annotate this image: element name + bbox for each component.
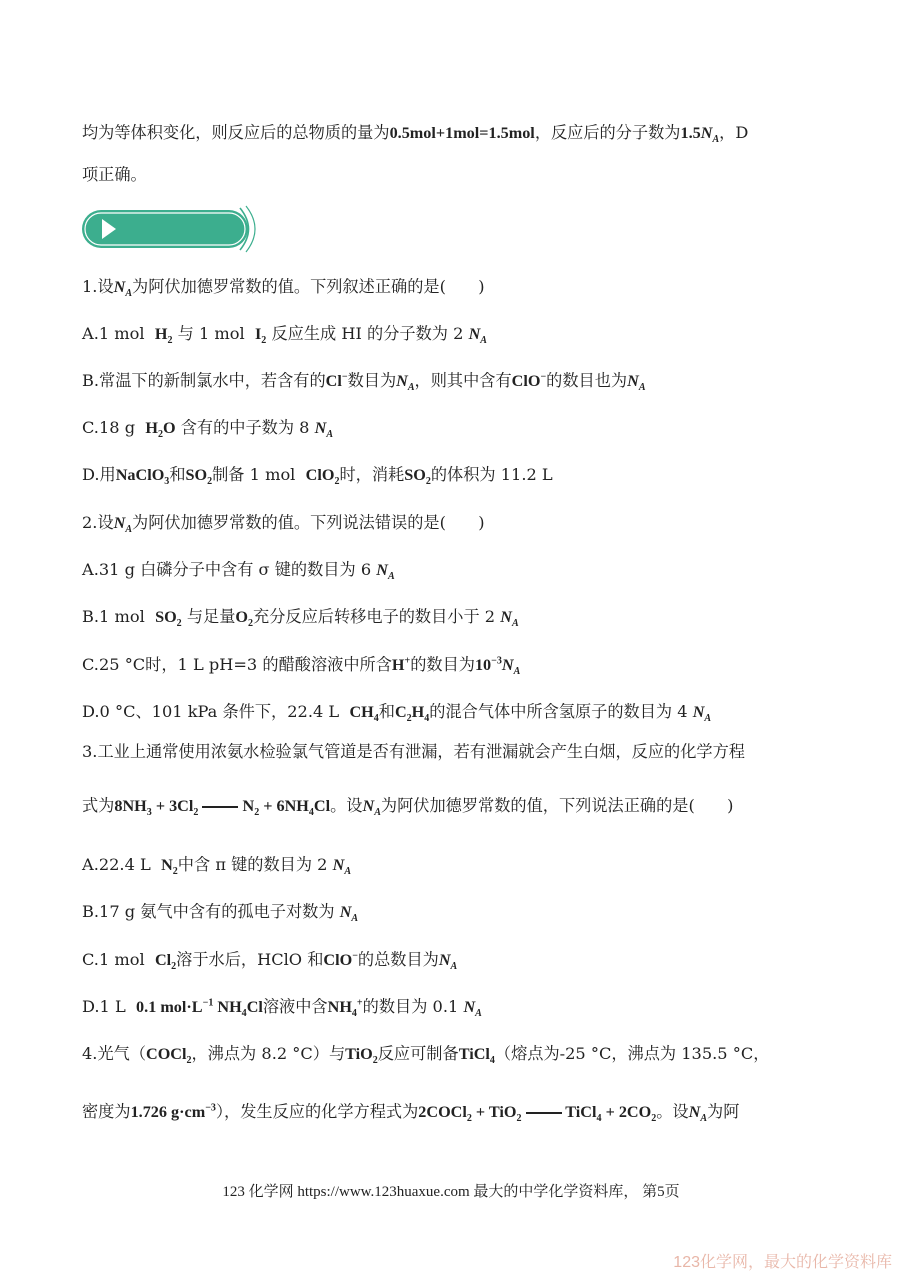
text: 均为等体积变化，则反应后的总物质的量为 bbox=[82, 123, 390, 142]
text: 和 bbox=[169, 465, 186, 484]
text: 项正确。 bbox=[82, 165, 147, 184]
text: B.1 mol bbox=[82, 607, 145, 626]
text: A.31 g 白磷分子中含有 σ 键的数目为 6 bbox=[82, 560, 372, 579]
text: 。设 bbox=[330, 796, 363, 815]
text: 制备 1 mol bbox=[212, 465, 296, 484]
text: C.25 °C时，1 L pH=3 的醋酸溶液中所含 bbox=[82, 655, 392, 674]
text: 4.光气（ bbox=[82, 1044, 147, 1063]
q1-option-d: D.用NaClO$_3$和$SO_2$制备 1 mol ClO$_2$时，消耗$SO_2$的体积为 11.2 L bbox=[82, 465, 553, 488]
text: 中含 π 键的数目为 2 bbox=[177, 855, 328, 874]
text: ，D bbox=[719, 123, 749, 142]
text: 为阿伏加德罗常数的值。下列叙述正确的是( ) bbox=[132, 277, 485, 296]
text: 密度为 bbox=[82, 1102, 131, 1121]
text: 式为 bbox=[82, 796, 115, 815]
text: 含有的中子数为 8 bbox=[180, 418, 310, 437]
text: 数目为 bbox=[347, 371, 397, 390]
text: 3.工业上通常使用浓氨水检验氯气管道是否有泄漏，若有泄漏就会产生白烟，反应的化学方程 bbox=[82, 742, 745, 761]
text: 的数目为 bbox=[410, 655, 475, 674]
text: 为阿 bbox=[707, 1102, 740, 1121]
text: D.1 L bbox=[82, 997, 126, 1016]
q1-option-a: A.1 mol $H_2$ 与 1 mol $I_2$ 反应生成 HI 的分子数为 2 $N_A$ bbox=[82, 324, 487, 347]
text: 。设 bbox=[656, 1102, 689, 1121]
intro-line-1 bbox=[82, 122, 748, 144]
q3-option-a: A.22.4 L $N_2$中含 π 键的数目为 2 $N_A$ bbox=[82, 855, 352, 878]
text: 为阿伏加德罗常数的值。下列说法错误的是( ) bbox=[132, 513, 485, 532]
text: 溶液中含 bbox=[262, 997, 328, 1016]
q3-option-d: D.1 L 0.1 $mol\cdot L^{-1}$ $NH_4Cl$溶液中含$NH_4^+$的数目为 0.1 $N_A$ bbox=[82, 997, 482, 1020]
text: B.常温下的新制氯水中，若含有的 bbox=[82, 371, 326, 390]
intro-line-2 bbox=[82, 164, 147, 186]
q1-option-c: C.18 g $H_2O$ 含有的中子数为 8 $N_A$ bbox=[82, 418, 334, 441]
text: B.17 g 氨气中含有的孤电子对数为 bbox=[82, 902, 335, 921]
q2-option-a: A.31 g 白磷分子中含有 σ 键的数目为 6 $N_A$ bbox=[82, 560, 395, 583]
formula: 1.5 bbox=[680, 124, 701, 142]
text: 溶于水后，HClO 和 bbox=[176, 950, 324, 969]
text: 1.设 bbox=[82, 277, 114, 296]
text: ，沸点为 8.2 °C）与 bbox=[191, 1044, 346, 1063]
q4-line-1: 4.光气（COCl$_2$，沸点为 8.2 °C）与TiO$_2$反应可制备TiCl$_4$（熔点为-25 °C，沸点为 135.5 °C， bbox=[82, 1044, 770, 1067]
text: 与 1 mol bbox=[177, 324, 245, 343]
text: 为阿伏加德罗常数的值，下列说法正确的是( ) bbox=[380, 796, 734, 815]
text: 反应可制备 bbox=[377, 1044, 459, 1063]
text: 与足量 bbox=[186, 607, 236, 626]
text: （熔点为-25 °C，沸点为 135.5 °C， bbox=[494, 1044, 770, 1063]
text: A.1 mol bbox=[82, 324, 145, 343]
q4-line-2: 密度为1.726 $g\cdot cm^{-3}$），发生反应的化学方程式为2COCl$_2$ + TiO$_2$ TiCl$_4$ + $2CO_2$。设$N_A$为阿 bbox=[82, 1102, 740, 1125]
text: 的数目为 0.1 bbox=[362, 997, 459, 1016]
text: 充分反应后转移电子的数目小于 2 bbox=[253, 607, 496, 626]
q2-option-c: C.25 °C时，1 L pH=3 的醋酸溶液中所含H+的数目为$10^{-3}N_A$ bbox=[82, 655, 521, 678]
q3-option-c: C.1 mol $Cl_2$溶于水后，HClO 和ClO−的总数目为$N_A$ bbox=[82, 950, 458, 973]
text: ，则其中含有 bbox=[414, 371, 512, 390]
q2-stem: 2.设$N_A$为阿伏加德罗常数的值。下列说法错误的是( ) bbox=[82, 513, 485, 536]
na-symbol: $N_A$ bbox=[700, 124, 720, 146]
q2-option-d: D.0 °C、101 kPa 条件下，22.4 L $CH_4$和$C_2H_4$的混合气体中所含氢原子的数目为 4 $N_A$ bbox=[82, 702, 712, 725]
text: 的总数目为 bbox=[357, 950, 439, 969]
q3-stem-1 bbox=[82, 741, 745, 763]
q3-stem-2: 式为$8NH_3 + 3Cl_2$ $N_2 + 6NH_4Cl$。设$N_A$为阿伏加德罗常数的值，下列说法正确的是( ) bbox=[82, 796, 734, 819]
text: 的体积为 11.2 L bbox=[430, 465, 553, 484]
play-banner-icon bbox=[82, 204, 258, 254]
text: 和 bbox=[378, 702, 395, 721]
text: 的混合气体中所含氢原子的数目为 4 bbox=[429, 702, 688, 721]
page-footer: 123 化学网 https://www.123huaxue.com 最大的中学化学资料库， 第5页 bbox=[222, 1184, 680, 1200]
text: D.用 bbox=[82, 465, 116, 484]
watermark: 123化学网，最大的化学资料库 bbox=[673, 1254, 892, 1271]
text: 的数目也为 bbox=[546, 371, 628, 390]
text: ），发生反应的化学方程式为 bbox=[215, 1102, 419, 1121]
q1-option-b: B.常温下的新制氯水中，若含有的Cl−数目为$N_A$，则其中含有ClO−的数目也为$N_A$ bbox=[82, 371, 646, 394]
formula: 0.5mol+1mol=1.5mol bbox=[389, 124, 535, 142]
text: D.0 °C、101 kPa 条件下，22.4 L bbox=[82, 702, 340, 721]
text: 时，消耗 bbox=[339, 465, 405, 484]
text: C.1 mol bbox=[82, 950, 145, 969]
q2-option-b: B.1 mol $SO_2$ 与足量$O_2$充分反应后转移电子的数目小于 2 $N_A$ bbox=[82, 607, 519, 630]
section-banner bbox=[82, 204, 258, 254]
text: C.18 g bbox=[82, 418, 136, 437]
text: A.22.4 L bbox=[82, 855, 151, 874]
text: ，反应后的分子数为 bbox=[534, 123, 681, 142]
text: 反应生成 HI 的分子数为 2 bbox=[271, 324, 464, 343]
q1-stem: 1.设$N_A$为阿伏加德罗常数的值。下列叙述正确的是( ) bbox=[82, 277, 485, 300]
text: 2.设 bbox=[82, 513, 114, 532]
q3-option-b: B.17 g 氨气中含有的孤电子对数为 $N_A$ bbox=[82, 902, 359, 925]
